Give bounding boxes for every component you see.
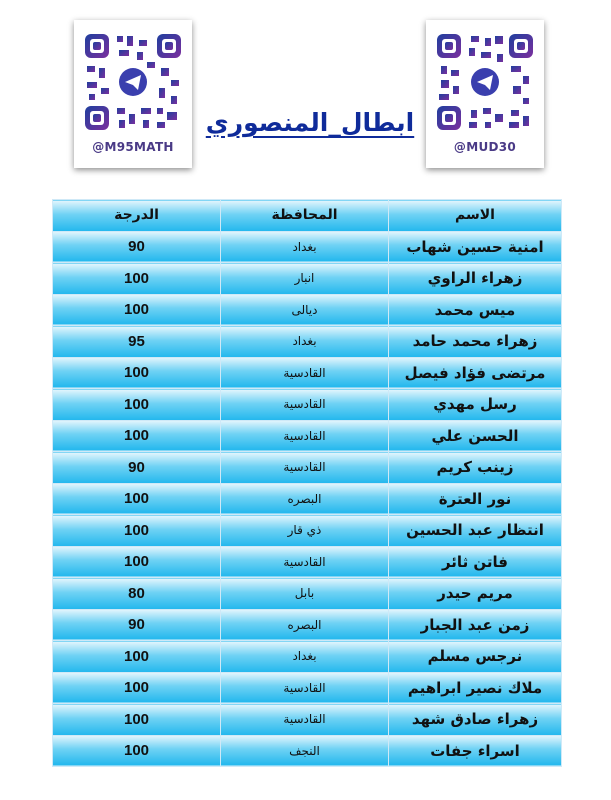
table-row <box>53 704 562 736</box>
student-name-cell: انتظار عبد الحسين <box>389 515 562 547</box>
governorate-cell: القادسية <box>221 389 389 421</box>
qr-card-left[interactable] <box>74 20 192 168</box>
table-row <box>53 609 562 641</box>
score-cell: 100 <box>53 294 221 326</box>
table-row <box>53 357 562 389</box>
governorate-cell: القادسية <box>221 452 389 484</box>
governorate-cell: بغداد <box>221 326 389 358</box>
telegram-qr-code-icon <box>435 32 535 132</box>
student-name-cell: مريم حيدر <box>389 578 562 610</box>
table-row <box>53 735 562 767</box>
score-cell: 100 <box>53 263 221 295</box>
student-name-cell: ملاك نصير ابراهيم <box>389 672 562 704</box>
table-row <box>53 389 562 421</box>
student-name-cell: اسراء جفات <box>389 735 562 767</box>
table-row <box>53 546 562 578</box>
student-name-cell: زهراء محمد حامد <box>389 326 562 358</box>
student-name-cell: زمن عبد الجبار <box>389 609 562 641</box>
student-name-cell: ميس محمد <box>389 294 562 326</box>
score-cell: 90 <box>53 609 221 641</box>
student-name-cell: مرتضى فؤاد فيصل <box>389 357 562 389</box>
score-cell: 100 <box>53 420 221 452</box>
table-row <box>53 641 562 673</box>
score-cell: 100 <box>53 735 221 767</box>
table-row <box>53 231 562 263</box>
student-name-cell: زهراء الراوي <box>389 263 562 295</box>
student-name-cell: رسل مهدي <box>389 389 562 421</box>
governorate-cell: القادسية <box>221 546 389 578</box>
table-row <box>53 452 562 484</box>
score-cell: 100 <box>53 389 221 421</box>
student-name-cell: الحسن علي <box>389 420 562 452</box>
header-governorate: المحافظة <box>221 200 389 232</box>
score-cell: 100 <box>53 546 221 578</box>
score-cell: 100 <box>53 672 221 704</box>
governorate-cell: النجف <box>221 735 389 767</box>
header-score: الدرجة <box>53 200 221 232</box>
score-cell: 100 <box>53 704 221 736</box>
score-cell: 95 <box>53 326 221 358</box>
telegram-qr-code-icon <box>83 32 183 132</box>
table-body <box>53 231 562 767</box>
table-row <box>53 578 562 610</box>
score-cell: 100 <box>53 641 221 673</box>
score-cell: 100 <box>53 483 221 515</box>
results-table-container <box>52 199 561 767</box>
header-name: الاسم <box>389 200 562 232</box>
table-row <box>53 672 562 704</box>
governorate-cell: القادسية <box>221 357 389 389</box>
student-name-cell: زهراء صادق شهد <box>389 704 562 736</box>
governorate-cell: بغداد <box>221 231 389 263</box>
governorate-cell: القادسية <box>221 704 389 736</box>
qr-handle-left: @M95MATH <box>92 140 174 154</box>
student-name-cell: نور العترة <box>389 483 562 515</box>
table-row <box>53 263 562 295</box>
score-cell: 100 <box>53 357 221 389</box>
governorate-cell: القادسية <box>221 672 389 704</box>
student-name-cell: زينب كريم <box>389 452 562 484</box>
score-cell: 90 <box>53 231 221 263</box>
table-row <box>53 294 562 326</box>
governorate-cell: البصره <box>221 609 389 641</box>
score-cell: 90 <box>53 452 221 484</box>
table-header-row <box>53 200 562 232</box>
page-title: ابطال_المنصوري <box>205 108 415 137</box>
student-name-cell: نرجس مسلم <box>389 641 562 673</box>
table-row <box>53 515 562 547</box>
score-cell: 80 <box>53 578 221 610</box>
score-cell: 100 <box>53 515 221 547</box>
governorate-cell: البصره <box>221 483 389 515</box>
governorate-cell: ديالى <box>221 294 389 326</box>
governorate-cell: بابل <box>221 578 389 610</box>
governorate-cell: ذي قار <box>221 515 389 547</box>
governorate-cell: بغداد <box>221 641 389 673</box>
governorate-cell: انبار <box>221 263 389 295</box>
qr-card-right[interactable] <box>426 20 544 168</box>
results-table <box>52 199 562 767</box>
governorate-cell: القادسية <box>221 420 389 452</box>
student-name-cell: فاتن ثائر <box>389 546 562 578</box>
qr-handle-right: @MUD30 <box>453 140 517 154</box>
table-row <box>53 420 562 452</box>
table-row <box>53 326 562 358</box>
student-name-cell: امنية حسين شهاب <box>389 231 562 263</box>
table-row <box>53 483 562 515</box>
